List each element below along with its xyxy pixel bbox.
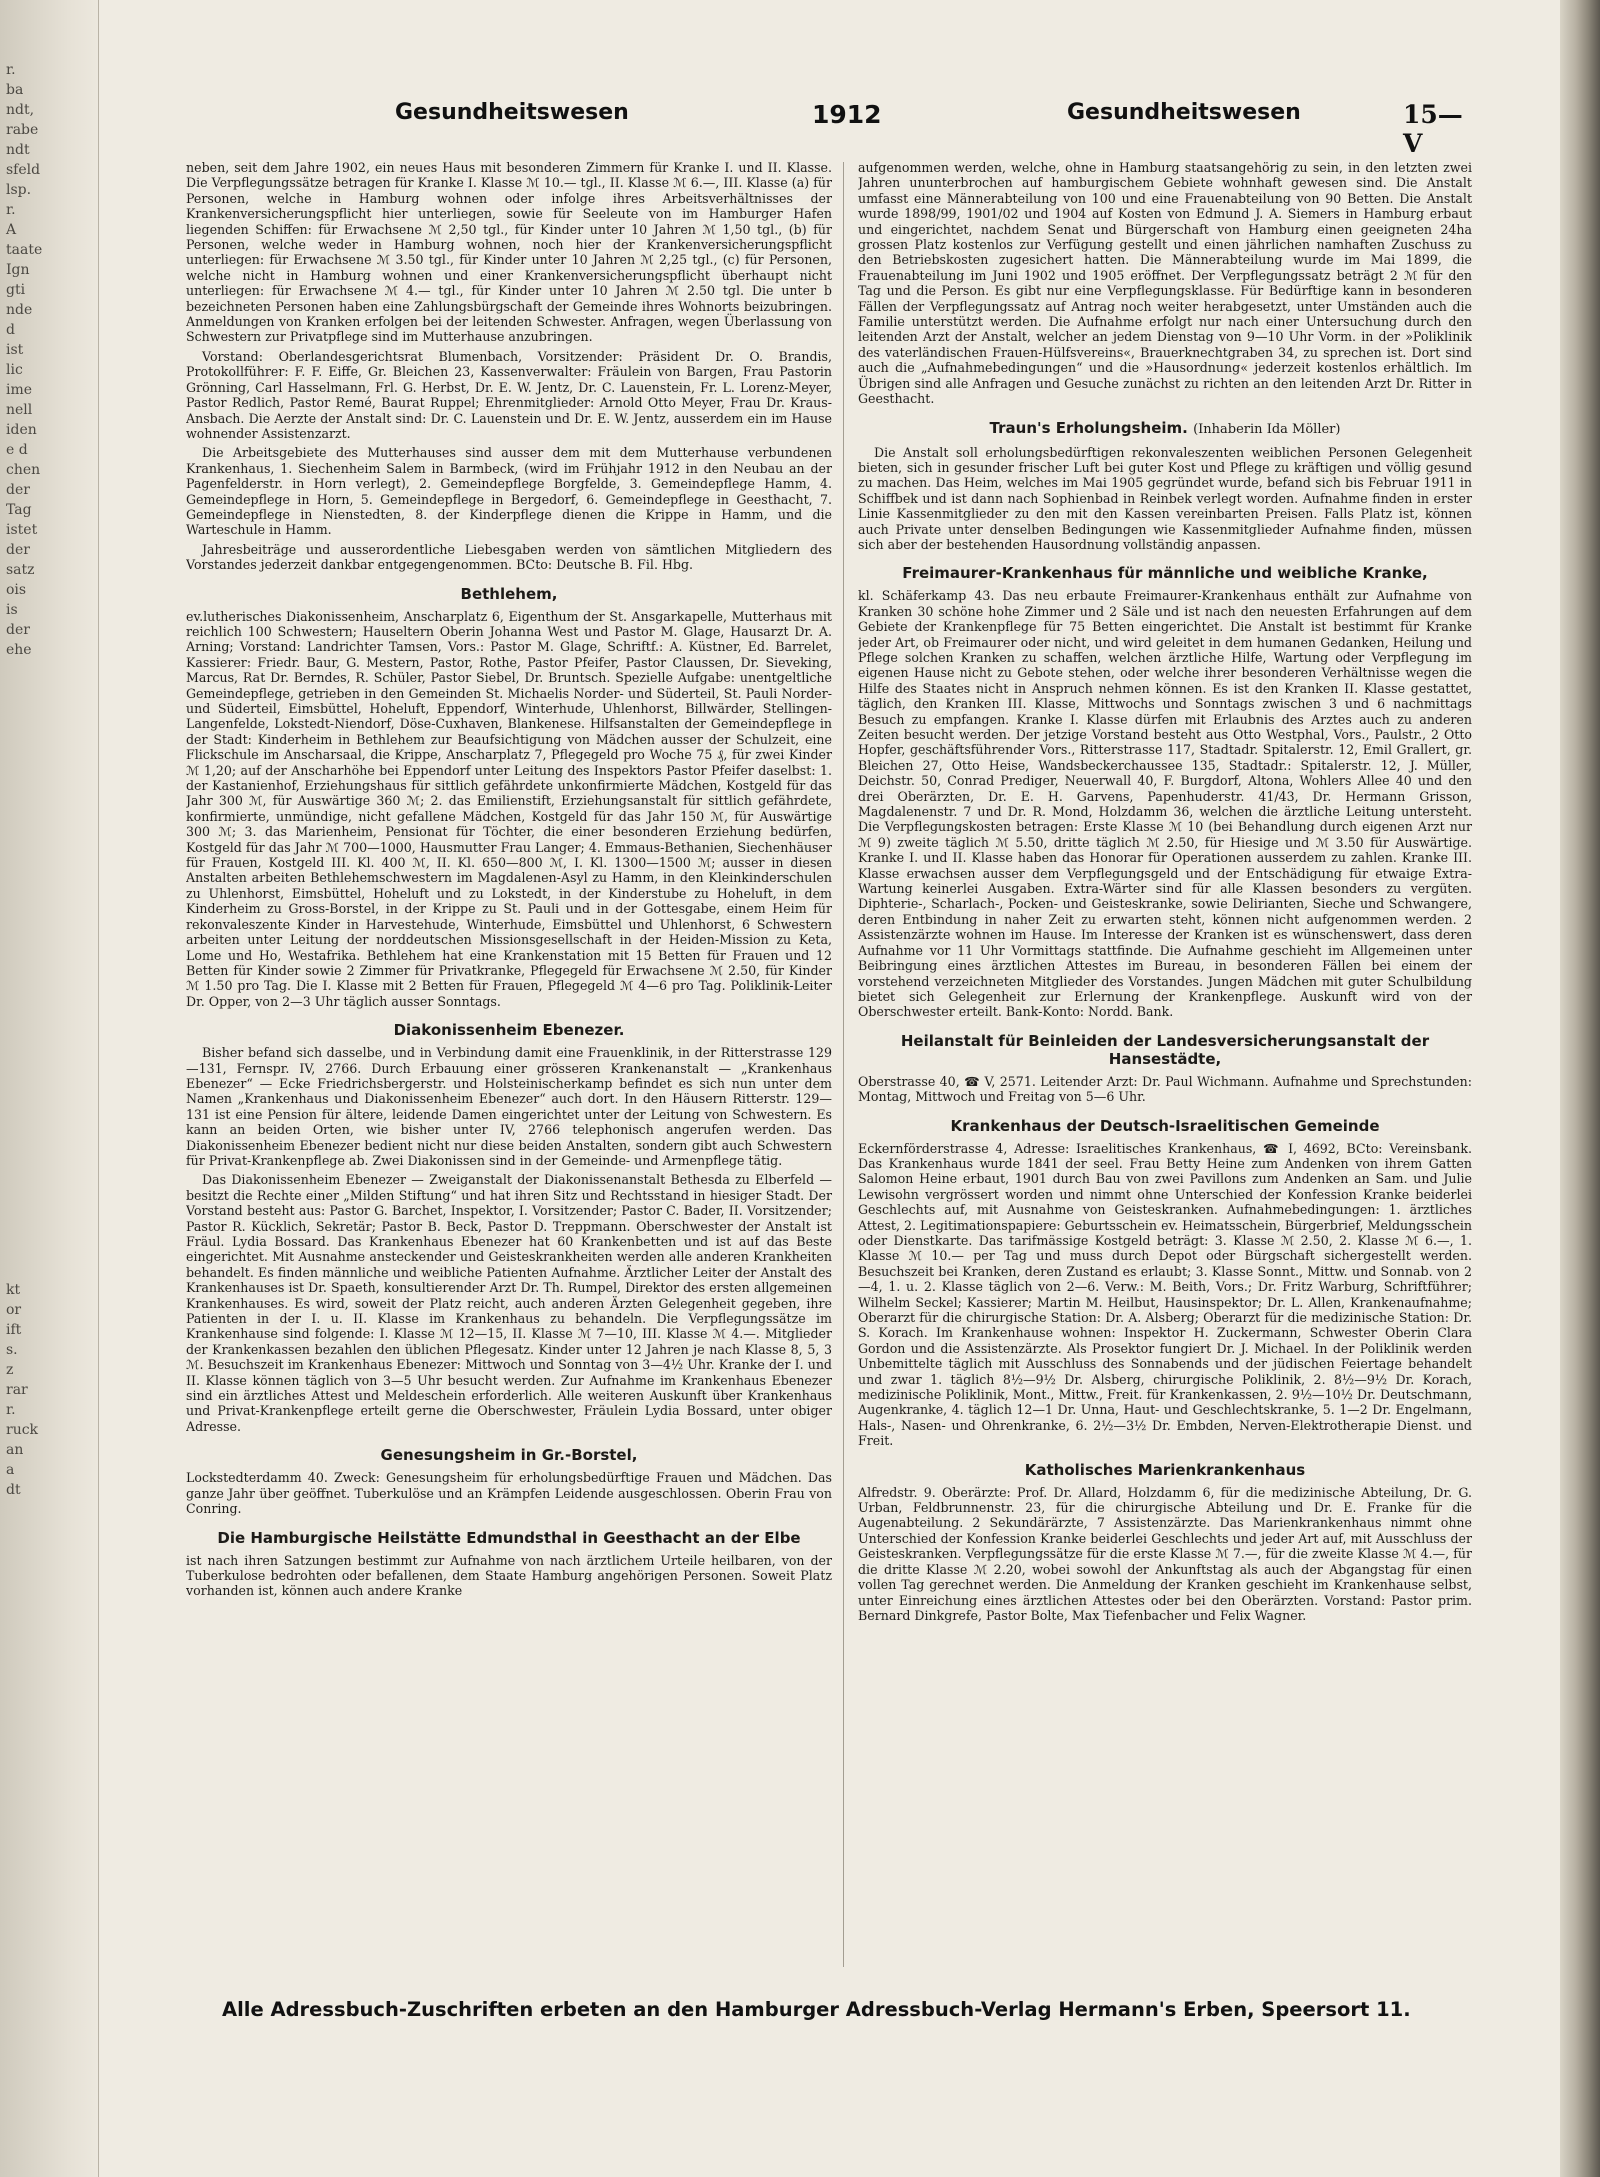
paragraph: neben, seit dem Jahre 1902, ein neues Haus mit besonderen Zimmern für Kranke I. und II. Klasse. Die Verpflegungssätze betragen für Kranke I. Klasse ℳ 10.— tgl., II. Klasse ℳ 6.—, III. Klasse (a) für Personen, welche in Hamburg wohnen oder infolge ihres Arbeitsverhältnisses der Krankenversicherungspflicht hier unterliegen, sowie für Seeleute von im Hamburger Hafen liegenden Schiffen: für Erwachsene ℳ 2,50 tgl., für Kinder unter 10 Jahren ℳ 1,50 tgl., (b) für Personen, welche weder in Hamburg wohnen, noch hier der Krankenversicherungspflicht unterliegen: für Erwachsene ℳ 3.50 tgl., für Kinder unter 10 Jahren ℳ 2,25 tgl., (c) für Personen, welche nicht in Hamburg wohnen und einer Krankenversicherungspflicht überhaupt nicht unterliegen: für Erwachsene ℳ 4.— tgl., für Kinder unter 10 Jahren ℳ 2.50 tgl. Die unter b bezeichneten Personen haben eine Zahlungsbürgschaft der Gemeinde ihres Wohnorts beizubringen. Anmeldungen von Kranken erfolgen bei der leitenden Schwester. Anfragen, wegen Überlassung von Schwestern zur Privatpflege sind im Mutterhause anzubringen. (186, 160, 832, 345)
facing-page-fragment: lsp. (6, 182, 32, 198)
section-heading-heilanstalt: Heilanstalt für Beinleiden der Landesversicherungsanstalt der Hansestädte, (900, 1031, 1430, 1068)
facing-page-fragment: sfeld (6, 162, 41, 178)
paragraph: Lockstedterdamm 40. Zweck: Genesungsheim für erholungsbedürftige Frauen und Mädchen. Das ganze Jahr über geöffnet. Tuberkulöse und an Krämpfen Leidende ausgeschlossen. Oberin Frau von Conring. (186, 1470, 832, 1517)
facing-page-fragment: r. (6, 62, 16, 78)
facing-page-fragment: r. (6, 1402, 16, 1418)
paragraph: Die Anstalt soll erholungsbedürftigen rekonvaleszenten weiblichen Personen Gelegenheit bieten, sich in gesunder frischer Luft bei guter Kost und Pflege zu kräftigen und völlig gesund zu machen. Das Heim, welches im Mai 1905 gegründet wurde, befand sich bis Februar 1911 in Schiffbek und ist dann nach Sophienbad in Reinbek verlegt worden. Aufnahme finden in erster Linie Kassenmitglieder zu den mit den Kassen vereinbarten Preisen. Falls Platz ist, können auch Private unter denselben Bedingungen wie Kassenmitglieder Aufnahme finden, müssen sich aber der bestehenden Hausordnung vollständig anpassen. (858, 444, 1472, 552)
facing-page-fragment: gti (6, 282, 26, 298)
publisher-footer: Alle Adressbuch-Zuschriften erbeten an den Hamburger Adressbuch-Verlag Hermann's Erben, Speersort 11. (222, 1998, 1411, 2021)
facing-page-fragment: der (6, 482, 30, 498)
paragraph: Alfredstr. 9. Oberärzte: Prof. Dr. Allard, Holzdamm 6, für die medizinische Abteilung, Dr. G. Urban, Feldbrunnenstr. 23, für die chirurgische Abteilung und Dr. E. Franke für die Augenabteilung. 2 Sekundärärzte, 7 Assistenzärzte. Das Marienkrankenhaus nimmt ohne Unterschied der Konfession Kranke beiderlei Geschlechts und jeder Art auf, mit Ausschluss der Geisteskranken. Verpflegungssätze für die erste Klasse ℳ 7.—, für die zweite Klasse ℳ 4.—, für die dritte Klasse ℳ 2.20, wobei sowohl der Ankunftstag als auch der Abgangstag für einen vollen Tag gerechnet werden. Die Anmeldung der Kranken geschieht im Krankenhause selbst, unter Einreichung eines ärztlichen Attestes oder bei den Oberärzten. Vorstand: Pastor prim. Bernard Dinkgrefe, Pastor Bolte, Max Tiefenbacher und Felix Wagner. (858, 1484, 1472, 1623)
facing-page-fragment: ime (6, 382, 33, 398)
left-column (186, 160, 832, 1960)
facing-page-fragment: e d (6, 442, 28, 458)
facing-page-fragment: Tag (6, 502, 32, 518)
paragraph: Vorstand: Oberlandesgerichtsrat Blumenbach, Vorsitzender: Präsident Dr. O. Brandis, Protokollführer: F. F. Eiffe, Gr. Bleichen 23, Kassenverwalter: Fräulein von Bargen, Frau Pastorin Grönning, Carl Hasselmann, Frl. G. Herbst, Dr. E. W. Jentz, Dr. C. Lauenstein, Fr. L. Lorenz-Meyer, Pastor Redlich, Pastor Remé, Baurat Ruppel; Ehrenmitglieder: Arnold Otto Meyer, Frau Dr. Kraus-Ansbach. Die Aerzte der Anstalt sind: Dr. C. Lauenstein und Dr. E. W. Jentz, ausserdem ein im Hause wohnender Assistenzarzt. (186, 348, 832, 441)
facing-page-fragment: iden (6, 422, 37, 438)
facing-page-fragment: rabe (6, 122, 39, 138)
facing-page-fragment: istet (6, 522, 38, 538)
facing-page-fragment: der (6, 542, 30, 558)
facing-page-fragment: an (6, 1442, 24, 1458)
column-divider (843, 162, 844, 1967)
facing-page-fragments-top (6, 60, 43, 660)
paragraph: Die Arbeitsgebiete des Mutterhauses sind ausser dem mit dem Mutterhause verbundenen Krankenhaus, 1. Siechenheim Salem in Barmbeck, (wird im Frühjahr 1912 in den Neubau an der Pagenfelderstr. in Horn verlegt), 2. Gemeindepflege Borgfelde, 3. Gemeindepflege Hamm, 4. Gemeindepflege in Horn, 5. Gemeindepflege in Bergedorf, 6. Gemeindepflege in Geesthacht, 7. Gemeindepflege in Nienstedten, 8. der Kinderpflege dienen die Krippe in Hamm, und die Warteschule in Hamm. (186, 445, 832, 538)
paragraph: kl. Schäferkamp 43. Das neu erbaute Freimaurer-Krankenhaus enthält zur Aufnahme von Kranken 30 schöne hohe Zimmer und 2 Säle und ist nach den neuesten Erfahrungen auf dem Gebiete der Krankenpflege für 75 Betten eingerichtet. Die Anstalt ist bestimmt für Kranke jeder Art, ob Freimaurer oder nicht, und wird geleitet in dem humanen Gedanken, Heilung und Pflege solchen Kranken zu schaffen, welchen ärztliche Hilfe, Wartung oder Verpflegung im eigenen Hause nicht zu Gebote stehen, oder welche ihrer besonderen Verhältnisse wegen die Hilfe des Staates nicht in Anspruch nehmen können. Es ist den Kranken II. Klasse gestattet, täglich, den Kranken III. Klasse, Mittwochs und Sonntags zwischen 3 und 6 nachmittags Besuch zu empfangen. Kranke I. Klasse dürfen mit Erlaubnis des Arztes auch zu anderen Zeiten besucht werden. Der jetzige Vorstand besteht aus Otto Westphal, Vors., Paulstr., 2 Otto Hopfer, geschäftsführender Vors., Ritterstrasse 117, Stadtadr. Spitalerstr. 12, Emil Grallert, gr. Bleichen 27, Otto Heise, Wandsbeckerchaussee 135, Stadtadr.: Spitalerstr. 12, J. Müller, Deichstr. 50, Conrad Prediger, Neuerwall 40, F. Burgdorf, Altona, Wohlers Allee 40 und den drei Oberärzten, Dr. E. H. Garvens, Papenhuderstr. 41/43, Dr. Hermann Grisson, Magdalenenstr. 7 und Dr. R. Mond, Holzdamm 36, welchen die ärztliche Leitung untersteht. Die Verpflegungskosten betragen: Erste Klasse ℳ 10 (bei Behandlung durch eigenen Arzt nur ℳ 9) zweite täglich ℳ 5.50, dritte täglich ℳ 2.50, für Hiesige und ℳ 3.50 für Auswärtige. Kranke I. und II. Klasse haben das Honorar für Operationen ausserdem zu zahlen. Kranke III. Klasse erwachsen ausser dem Verpflegungsgeld und der Entschädigung für etwaige Extra-Wartung keinerlei Ausgaben. Extra-Wärter sind für alle Klassen besonders zu vergüten. Diphterie-, Scharlach-, Pocken- und Geisteskranke, sowie Delirianten, Sieche und Schwangere, deren Entbindung in naher Zeit zu erwarten steht, können nicht aufgenommen werden. 2 Assistenzärzte wohnen im Hause. Im Interesse der Kranken ist es wünschenswert, dass deren Aufnahme vor 11 Uhr Vormittags stattfinde. Die Aufnahme geschieht im Allgemeinen unter Beibringung eines ärztlichen Attestes im Bureau, in besonderen Fällen bei einem der vorstehend verzeichneten Mitglieder des Vorstandes. Jungen Mädchen mit guter Schulbildung bietet sich Gelegenheit zur Erlernung der Krankenpflege. Auskunft wird von der Oberschwester erteilt. Bank-Konto: Nordd. Bank. (858, 588, 1472, 1020)
facing-page-gutter (0, 0, 99, 2177)
facing-page-fragment: ift (6, 1322, 22, 1338)
facing-page-fragment: ehe (6, 642, 32, 658)
facing-page-fragment: nell (6, 402, 33, 418)
right-column (858, 160, 1472, 1960)
section-heading-traun (858, 419, 1472, 439)
facing-page-fragment: ba (6, 82, 24, 98)
paragraph: Eckernförderstrasse 4, Adresse: Israelitisches Krankenhaus, ☎ I, 4692, BCto: Vereinsbank. Das Krankenhaus wurde 1841 der seel. Frau Betty Heine zum Andenken von ihrem Gatten Salomon Heine erbaut, 1901 durch Bau von zwei Pavillons zum Andenken an Sam. und Julie Lewisohn vergrössert worden und nimmt ohne Unterschied der Konfession Kranke beiderlei Geschlechts auf, mit Ausnahme von Geisteskranken. Aufnahmebedingungen: 1. ärztliches Attest, 2. Legitimationspapiere: Geburtsschein ev. Heimatsschein, Bürgerbrief, Meldungsschein oder Dienstkarte. Das tarifmässige Kostgeld beträgt: 3. Klasse ℳ 2.50, 2. Klasse ℳ 6.—, 1. Klasse ℳ 10.— per Tag und muss durch Depot oder Bürgschaft sichergestellt werden. Besuchszeit bei Kranken, deren Zustand es erlaubt; 3. Klasse Sonnt., Mittw. und Sonnab. von 2—4, 1. u. 2. Klasse täglich von 2—6. Verw.: M. Beith, Vors.; Dr. Fritz Warburg, Schriftführer; Wilhelm Seckel; Kassierer; Martin M. Heilbut, Hausinspektor; Dr. L. Allen, Krankenaufnahme; Oberarzt für die chirurgische Station: Dr. A. Alsberg; Oberarzt für die medizinische Station: Dr. S. Korach. Im Krankenhause wohnen: Inspektor H. Zuckermann, Schwester Oberin Clara Gordon und die Assistenzärzte. Als Prosektor fungiert Dr. J. Michael. In der Poliklinik werden Unbemittelte täglich mit Ausschluss des Sonnabends und der jüdischen Feiertage behandelt und zwar 1. täglich 8½—9½ Dr. Alsberg, chirurgische Poliklinik, 2. 8½—9½ Dr. Korach, medizinische Poliklinik, Mont., Mittw., Freit. für Krankenkassen, 2. 9½—10½ Dr. Deutschmann, Augenkranke, 4. täglich 12—1 Dr. Unna, Haut- und Geschlechtskranke, 5. 1—2 Dr. Engelmann, Hals-, Nasen- und Ohrenkranke, 6. 2½—3½ Dr. Embden, Nerven-Elektrotherapie Dienst. und Freit. (858, 1140, 1472, 1449)
paragraph: Das Diakonissenheim Ebenezer — Zweiganstalt der Diakonissenanstalt Bethesda zu Elberfeld — besitzt die Rechte einer „Milden Stiftung“ und hat ihren Sitz und Rechtsstand in hiesiger Stadt. Der Vorstand besteht aus: Pastor G. Barchet, Inspektor, I. Vorsitzender; Pastor C. Bader, II. Vorsitzender; Pastor R. Kücklich, Sekretär; Pastor B. Beck, Pastor D. Treppmann. Oberschwester der Anstalt ist Fräul. Lydia Bossard. Das Krankenhaus Ebenezer hat 60 Krankenbetten und ist auf das Beste eingerichtet. Mit Ausnahme ansteckender und Geisteskrankheiten werden alle anderen Krankheiten behandelt. Es finden männliche und weibliche Patienten Aufnahme. Ärztlicher Leiter der Anstalt des Krankenhauses ist Dr. Spaeth, konsultierender Arzt Dr. Th. Rumpel, Direktor des ersten allgemeinen Krankenhauses. Es wird, soweit der Platz reicht, auch anderen Ärzten Gelegenheit gegeben, ihre Patienten in der I. u. II. Klasse im Krankenhaus zu behandeln. Die Verpflegungssätze im Krankenhause sind folgende: I. Klasse ℳ 12—15, II. Klasse ℳ 7—10, III. Klasse ℳ 4.—. Mitglieder der Krankenkassen bezahlen den üblichen Pflegesatz. Kinder unter 12 Jahren je nach Klasse 8, 5, 3 ℳ. Besuchszeit im Krankenhaus Ebenezer: Mittwoch und Sonntag von 3—4½ Uhr. Kranke der I. und II. Klasse können täglich von 3—5 Uhr besucht werden. Zur Aufnahme im Krankenhaus Ebenezer sind ein ärztliches Attest und Meldeschein erforderlich. Alle weiteren Auskunft über Krankenhaus und Privat-Krankenpflege erteilt gerne die Oberschwester, Fräulein Lydia Bossard, unter obiger Adresse. (186, 1172, 832, 1434)
facing-page-fragment: ois (6, 582, 27, 598)
facing-page-fragment: chen (6, 462, 41, 478)
header-left-title: Gesundheitswesen (395, 100, 629, 125)
page-edge-shadow (1560, 0, 1600, 2177)
facing-page-fragment: s. (6, 1342, 18, 1358)
facing-page-fragment: r. A (6, 202, 17, 238)
facing-page-fragment: rar (6, 1382, 28, 1398)
facing-page-fragment: ndt, (6, 102, 35, 118)
section-heading-edmundsthal: Die Hamburgische Heilstätte Edmundsthal in Geesthacht an der Elbe (217, 1528, 801, 1547)
facing-page-fragment: lic (6, 362, 23, 378)
paragraph: Jahresbeiträge und ausserordentliche Liebesgaben werden von sämtlichen Mitgliedern des Vorstandes jederzeit dankbar entgegengenommen. BCto: Deutsche B. Fil. Hbg. (186, 541, 832, 573)
facing-page-fragment: kt (6, 1282, 21, 1298)
facing-page-fragment: a (6, 1462, 15, 1478)
section-heading-bethlehem: Bethlehem, (460, 584, 558, 603)
paragraph: ev.lutherisches Diakonissenheim, Anscharplatz 6, Eigenthum der St. Ansgarkapelle, Mutterhaus mit reichlich 100 Schwestern; Hauseltern Oberin Johanna West und Pastor M. Glage, Hausarzt Dr. A. Arning; Vorstand: Landrichter Tamsen, Vors.: Pastor M. Glage, Schriftf.: A. Küstner, Ed. Barrelet, Kassierer: Friedr. Baur, G. Mestern, Pastor, Rothe, Pastor Pfeifer, Pastor Claussen, Dr. Sieveking, Marcus, Rat Dr. Berndes, R. Schüler, Pastor Siebel, Dr. Bruntsch. Spezielle Aufgabe: unentgeltliche Gemeindepflege, getrieben in den Gemeinden St. Michaelis Norder- und Süderteil, St. Pauli Norder- und Süderteil, Eimsbüttel, Hoheluft, Eppendorf, Winterhude, Uhlenhorst, Billwärder, Stellingen-Langenfelde, Lokstedt-Niendorf, Döse-Cuxhaven, Blankenese. Hilfsanstalten der Gemeindepflege in der Stadt: Kinderheim in Bethlehem zur Beaufsichtigung von Mädchen ausser der Schulzeit, eine Flickschule im Anscharsaal, die Krippe, Anscharplatz 7, Pflegegeld pro Woche 75 ₰, für zwei Kinder ℳ 1,20; auf der Anscharhöhe bei Eppendorf unter Leitung des Inspektors Pastor Pfeifer daselbst: 1. der Kastanienhof, Erziehungshaus für sittlich gefährdete unkonfirmierte Mädchen, Kostgeld für das Jahr 300 ℳ, für Auswärtige 360 ℳ; 2. das Emilienstift, Erziehungsanstalt für sittlich gefährdete, konfirmierte, unmündige, nicht gefallene Mädchen, Kostgeld für das Jahr 150 ℳ, für Auswärtige 300 ℳ; 3. das Marienheim, Pensionat für Töchter, die einer besonderen Erziehung bedürfen, Kostgeld für das Jahr ℳ 700—1000, Hausmutter Frau Langer; 4. Emmaus-Bethanien, Siechenhäuser für Frauen, Kostgeld III. Kl. 400 ℳ, II. Kl. 650—800 ℳ, I. Kl. 1300—1500 ℳ; ausser in diesen Anstalten arbeiten Bethlehemschwestern im Magdalenen-Asyl zu Hamm, in den Kleinkinderschulen zu Uhlenhorst, Eimsbüttel, Hoheluft und zu Lokstedt, in der Kinderstube zu Hoheluft, in dem Kinderheim zu Gross-Borstel, in der Krippe zu St. Pauli und in der Gottesgabe, einem Heim für rekonvaleszente Kinder in Harvestehude, Winterhude, Eimsbüttel und Uhlenhorst, 6 Schwestern arbeiten unter Leitung der norddeutschen Missionsgesellschaft in der Heiden-Mission zu Keta, Lome und Ho, Westafrika. Bethlehem hat eine Krankenstation mit 15 Betten für Frauen und 12 Betten für Kinder sowie 2 Zimmer für Privatkranke, Pflegegeld für Erwachsene ℳ 2.50, für Kinder ℳ 1.50 pro Tag. Die I. Klasse mit 2 Betten für Frauen, Pflegegeld ℳ 4—6 pro Tag. Poliklinik-Leiter Dr. Opper, von 2—3 Uhr täglich ausser Sonntags. (186, 608, 832, 1009)
facing-page-fragment: ruck (6, 1422, 39, 1438)
paragraph: Bisher befand sich dasselbe, und in Verbindung damit eine Frauenklinik, in der Ritterstrasse 129—131, Fernspr. IV, 2766. Durch Erbauung einer grösseren Krankenanstalt — „Krankenhaus Ebenezer“ — Ecke Friedrichsbergerstr. und Holsteinischerkamp befindet es sich nun unter dem Namen „Krankenhaus und Diakonissenheim Ebenezer“ auch dort. In den Häusern Ritterstr. 129—131 ist eine Pension für ältere, leidende Damen eingerichtet unter der Leitung von Schwestern. Es kann an beiden Orten, wie bisher unter IV, 2766 telephonisch angerufen werden. Das Diakonissenheim Ebenezer bedient nicht nur diese beiden Anstalten, sondern gibt auch Schwestern für Privat-Krankenpflege ab. Zwei Diakonissen sind in der Gemeinde- und Armenpflege tätig. (186, 1045, 832, 1168)
paragraph: aufgenommen werden, welche, ohne in Hamburg staatsangehörig zu sein, in den letzten zwei Jahren ununterbrochen auf hamburgischem Gebiete wohnhaft gewesen sind. Die Anstalt umfasst eine Männerabteilung von 100 und eine Frauenabteilung von 90 Betten. Die Anstalt wurde 1898/99, 1901/02 und 1904 auf Kosten von Edmund J. A. Siemers in Hamburg erbaut und eingerichtet, nachdem Senat und Bürgerschaft von Hamburg einen geeigneten 24ha grossen Platz kostenlos zur Verfügung gestellt und einen jährlichen namhaften Zuschuss zu den Betriebskosten zugesichert hatten. Die Männerabteilung wurde im Mai 1899, die Frauenabteilung im Juni 1902 und 1905 eröffnet. Der Verpflegungssatz beträgt 2 ℳ für den Tag und die Person. Es gibt nur eine Verpflegungsklasse. Für Bedürftige kann in besonderen Fällen der Verpflegungssatz auf Antrag noch weiter herabgesetzt, unter Umständen auch die Familie unterstützt werden. Die Aufnahme erfolgt nur nach einer Untersuchung durch den leitenden Arzt der Anstalt, welcher an jedem Dienstag von 9—10 Uhr Vorm. in der »Poliklinik des vaterländischen Frauen-Hülfsvereins«, Brauerknechtgraben 34, zu sprechen ist. Dort sind auch die „Aufnahmebedingungen“ und die »Hausordnung« jederzeit kostenlos erhältlich. Im Übrigen sind alle Anfragen und Gesuche zunächst zu richten an den leitenden Arzt Dr. Ritter in Geesthacht. (858, 160, 1472, 407)
section-heading-marien: Katholisches Marienkrankenhaus (1024, 1460, 1306, 1479)
facing-page-fragment: Ign (6, 262, 30, 278)
facing-page-fragment: ndt (6, 142, 30, 158)
section-heading-freimaurer: Freimaurer-Krankenhaus für männliche und weibliche Kranke, (902, 564, 1428, 583)
facing-page-fragment: taate (6, 242, 43, 258)
header-right-title: Gesundheitswesen (1067, 100, 1301, 125)
running-header (395, 100, 1470, 158)
facing-page-fragment: nde (6, 302, 33, 318)
facing-page-fragment: is (6, 602, 18, 618)
section-heading-ebenezer: Diakonissenheim Ebenezer. (393, 1021, 625, 1040)
facing-page-fragment: or (6, 1302, 22, 1318)
heading-subtitle: (Inhaberin Ida Möller) (1193, 421, 1341, 437)
facing-page-fragment: dt (6, 1482, 21, 1498)
facing-page-fragment: z (6, 1362, 14, 1378)
facing-page-fragment: d ist (6, 322, 24, 358)
facing-page-fragments-bottom (6, 1280, 39, 1500)
section-heading-borstel: Genesungsheim in Gr.-Borstel, (380, 1446, 638, 1465)
paragraph: Oberstrasse 40, ☎ V, 2571. Leitender Arzt: Dr. Paul Wichmann. Aufnahme und Sprechstunden: Montag, Mittwoch und Freitag von 5—6 Uhr. (858, 1073, 1472, 1105)
paragraph: ist nach ihren Satzungen bestimmt zur Aufnahme von nach ärztlichem Urteile heilbaren, von der Tuberkulose bedrohten oder befallenen, dem Staate Hamburg angehörigen Personen. Soweit Platz vorhanden ist, können auch andere Kranke (186, 1552, 832, 1599)
header-page-number: 15—V (1403, 100, 1463, 158)
header-year: 1912 (812, 100, 882, 129)
heading-text: Traun's Erholungsheim. (989, 418, 1188, 437)
facing-page-fragment: der (6, 622, 30, 638)
facing-page-fragment: satz (6, 562, 35, 578)
section-heading-israelitisch: Krankenhaus der Deutsch-Israelitischen Gemeinde (950, 1116, 1380, 1135)
